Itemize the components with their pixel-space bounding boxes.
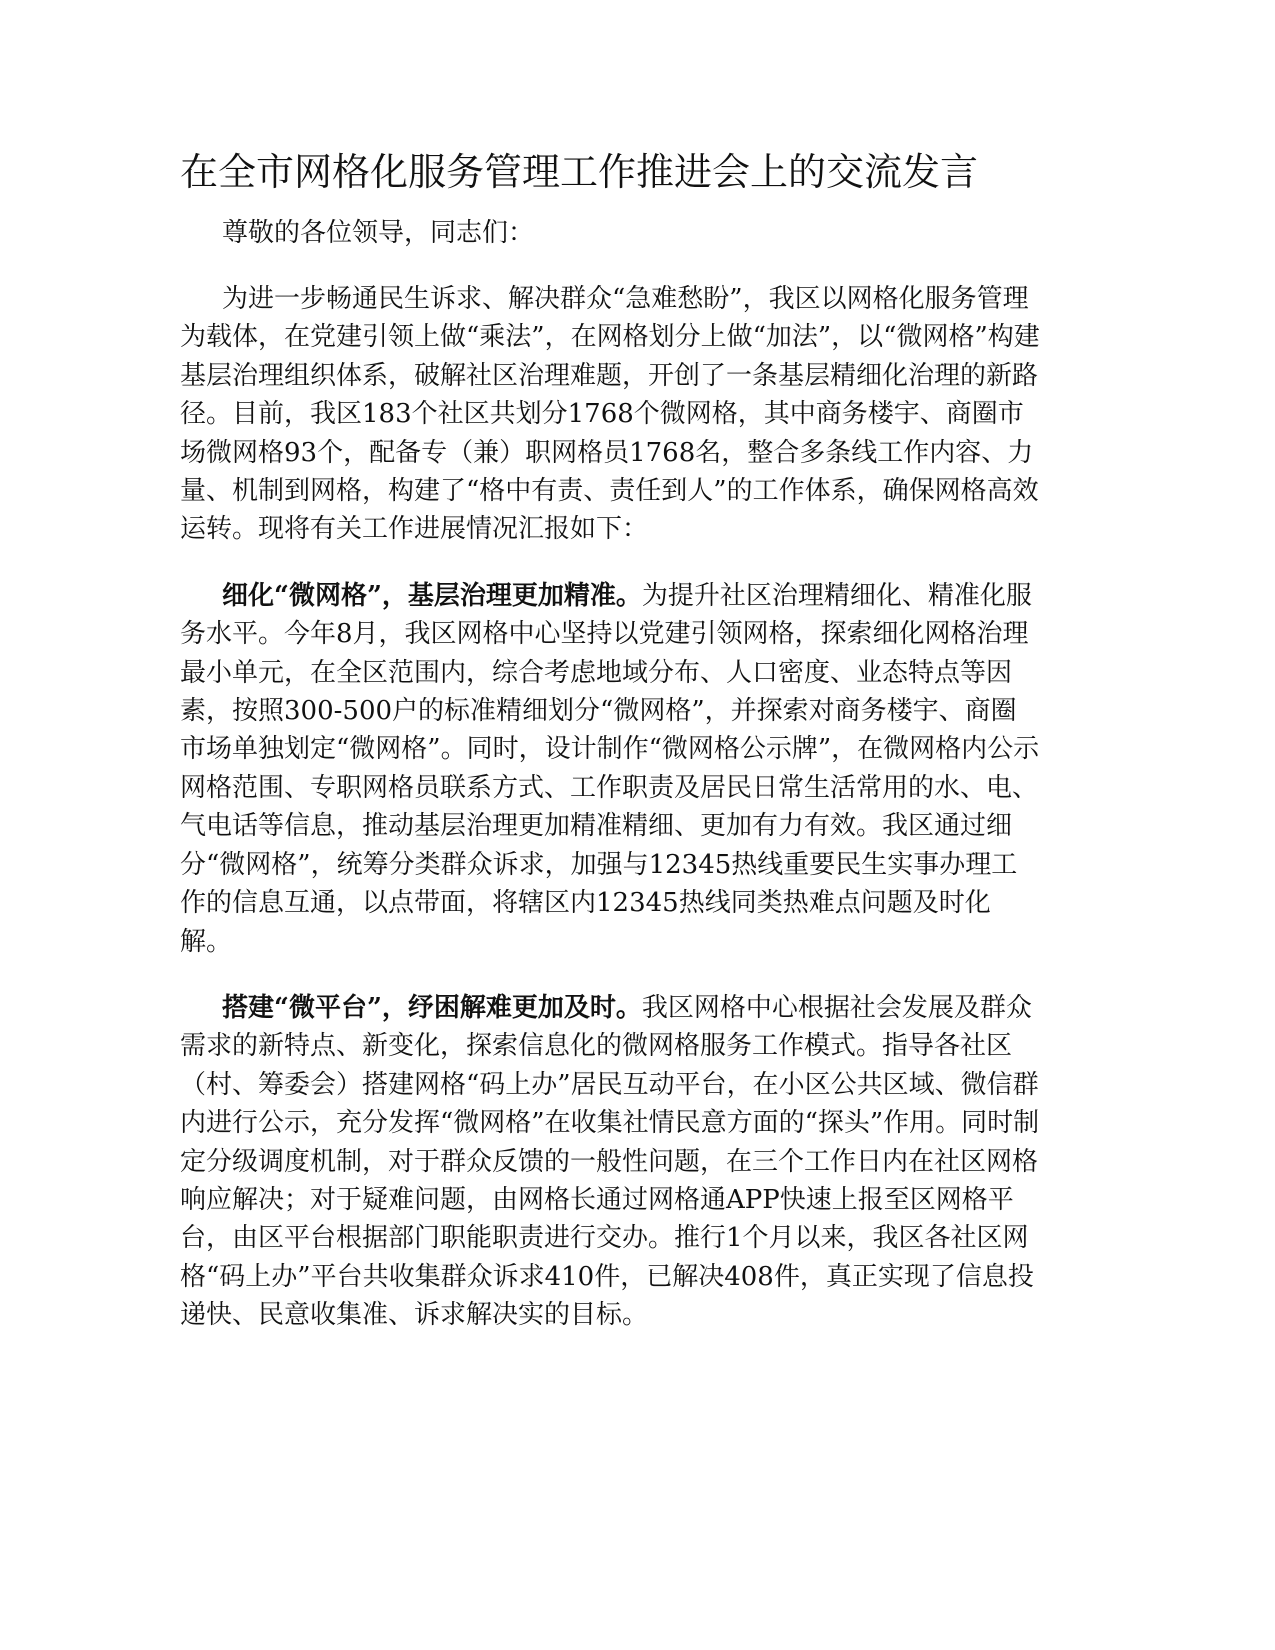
section-heading-2: 搭建“微平台”，纾困解难更加及时。	[222, 992, 642, 1023]
section-body-1: 为提升社区治理精细化、精准化服务水平。今年8月，我区网格中心坚持以党建引领网格，探索细化网格治理最小单元，在全区范围内，综合考虑地域分布、人口密度、业态特点等因素，按照300-500户的标准精细划分“微网格”，并探索对商务楼宇、商圈市场单独划定“微网格”。同时，设计制作“微网格公示牌”，在微网格内公示网格范围、专职网格员联系方式、工作职责及居民日常生活常用的水、电、气电话等信息，推动基层治理更加精准精细、更加有力有效。我区通过细分“微网格”，统筹分类群众诉求，加强与12345热线重要民生实事办理工作的信息互通，以点带面，将辖区内12345热线同类热难点问题及时化解。	[180, 580, 1040, 957]
section-heading-1: 细化“微网格”，基层治理更加精准。	[222, 580, 642, 611]
section-paragraph-2	[180, 989, 1040, 1335]
document-title: 在全市网格化服务管理工作推进会上的交流发言	[180, 150, 979, 194]
intro-paragraph: 为进一步畅通民生诉求、解决群众“急难愁盼”，我区以网格化服务管理为载体，在党建引领上做“乘法”，在网格划分上做“加法”，以“微网格”构建基层治理组织体系，破解社区治理难题，开创了一条基层精细化治理的新路径。目前，我区183个社区共划分1768个微网格，其中商务楼宇、商圈市场微网格93个，配备专（兼）职网格员1768名，整合多条线工作内容、力量、机制到网格，构建了“格中有责、责任到人”的工作体系，确保网格高效运转。现将有关工作进展情况汇报如下：	[180, 284, 1040, 545]
document-page	[180, 140, 1040, 1363]
section-body-2: 我区网格中心根据社会发展及群众需求的新特点、新变化，探索信息化的微网格服务工作模式。指导各社区（村、筹委会）搭建网格“码上办”居民互动平台，在小区公共区域、微信群内进行公示，充分发挥“微网格”在收集社情民意方面的“探头”作用。同时制定分级调度机制，对于群众反馈的一般性问题，在三个工作日内在社区网格响应解决；对于疑难问题，由网格长通过网格通APP快速上报至区网格平台，由区平台根据部门职能职责进行交办。推行1个月以来，我区各社区网格“码上办”平台共收集群众诉求410件，已解决408件，真正实现了信息投递快、民意收集准、诉求解决实的目标。	[180, 992, 1040, 1331]
salutation: 尊敬的各位领导，同志们：	[222, 218, 535, 248]
section-paragraph-1	[180, 577, 1040, 961]
